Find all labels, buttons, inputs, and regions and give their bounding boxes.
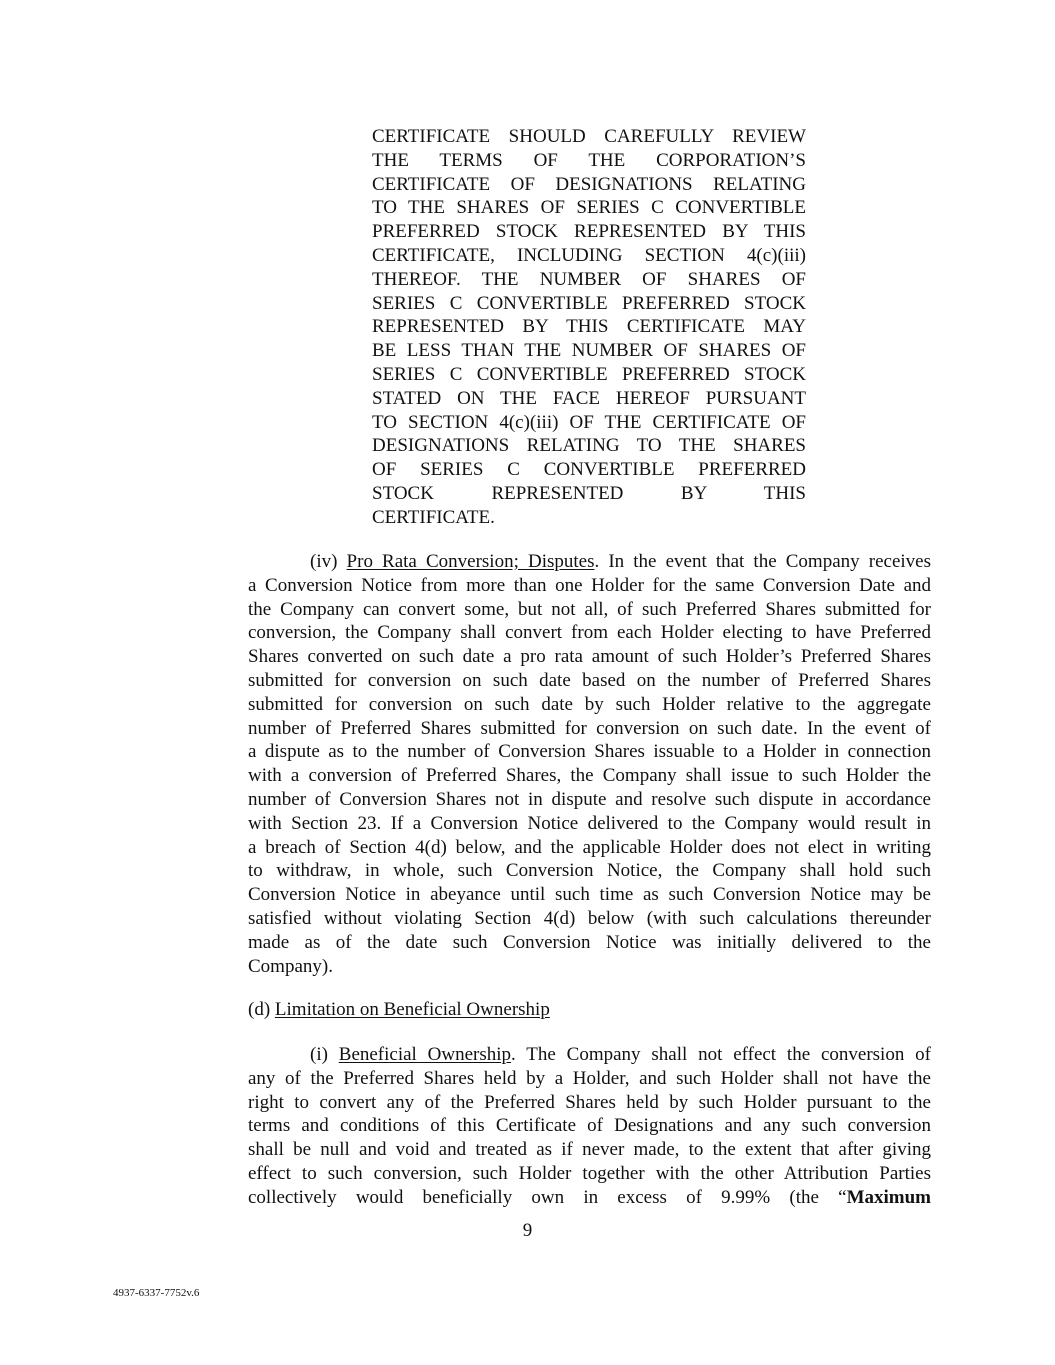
paragraph-line: conversion, the Company shall convert from each Holder electing to have Preferred <box>248 622 931 644</box>
paragraph-line: with Section 23. If a Conversion Notice delivered to the Company would result in <box>248 812 931 834</box>
section-d-heading-line <box>248 998 931 1022</box>
section-i-last-line <box>248 1186 931 1210</box>
paragraph-line: to withdraw, in whole, such Conversion Notice, the Company shall hold such <box>248 860 931 882</box>
legend-line: THEREOF. THE NUMBER OF SHARES OF <box>372 268 806 290</box>
section-i-first-line <box>248 1043 931 1067</box>
paragraph-line: Conversion Notice in abeyance until such time as such Conversion Notice may be <box>248 884 931 906</box>
section-i-paragraph <box>248 1043 931 1210</box>
section-i-prefix: (i) <box>310 1044 339 1065</box>
paragraph-line: a dispute as to the number of Conversion Shares issuable to a Holder in connection <box>248 741 931 763</box>
legend-line: CERTIFICATE OF DESIGNATIONS RELATING <box>372 173 806 195</box>
legend-line: SERIES C CONVERTIBLE PREFERRED STOCK <box>372 292 806 314</box>
section-d-heading: Limitation on Beneficial Ownership <box>274 999 550 1020</box>
legend-line: BE LESS THAN THE NUMBER OF SHARES OF <box>372 340 806 362</box>
legend-line: SERIES C CONVERTIBLE PREFERRED STOCK <box>372 363 806 385</box>
legend-line: STATED ON THE FACE HEREOF PURSUANT <box>372 387 806 409</box>
paragraph-line: submitted for conversion on such date by such Holder relative to the aggregate <box>248 693 931 715</box>
paragraph-line: number of Preferred Shares submitted for conversion on such date. In the event of <box>248 717 931 739</box>
paragraph-line: with a conversion of Preferred Shares, the Company shall issue to such Holder the <box>248 765 931 787</box>
document-id: 4937-6337-7752v.6 <box>113 1287 200 1299</box>
paragraph-line: made as of the date such Conversion Notice was initially delivered to the <box>248 931 931 953</box>
paragraph-line: terms and conditions of this Certificate of Designations and any such conversion <box>248 1115 931 1137</box>
legend-line: CERTIFICATE SHOULD CAREFULLY REVIEW <box>372 126 806 147</box>
section-i-heading: Beneficial Ownership <box>338 1044 512 1065</box>
paragraph-line: shall be null and void and treated as if never made, to the extent that after giving <box>248 1139 931 1161</box>
paragraph-line: any of the Preferred Shares held by a Holder, and such Holder shall not have the <box>248 1067 931 1089</box>
legend-block <box>372 125 806 530</box>
section-iv-prefix: (iv) <box>310 551 347 572</box>
paragraph-line: a Conversion Notice from more than one Holder for the same Conversion Date and <box>248 574 931 596</box>
legend-line: REPRESENTED BY THIS CERTIFICATE MAY <box>372 316 806 338</box>
legend-line: CERTIFICATE. <box>372 506 495 528</box>
paragraph-line: right to convert any of the Preferred Shares held by such Holder pursuant to the <box>248 1091 931 1113</box>
section-i-first-line-text: . The Company shall not effect the conversion of <box>511 1044 931 1065</box>
legend-line: TO THE SHARES OF SERIES C CONVERTIBLE <box>372 197 806 219</box>
legend-line: PREFERRED STOCK REPRESENTED BY THIS <box>372 221 806 243</box>
section-iv-first-line <box>248 550 931 574</box>
page-number: 9 <box>522 1220 533 1241</box>
paragraph-line: a breach of Section 4(d) below, and the applicable Holder does not elect in writing <box>248 836 931 858</box>
legend-line: DESIGNATIONS RELATING TO THE SHARES <box>372 435 806 457</box>
legend-line: THE TERMS OF THE CORPORATION’S <box>372 149 806 171</box>
section-iv-heading: Pro Rata Conversion; Disputes <box>346 551 595 572</box>
section-d-prefix: (d) <box>248 999 275 1020</box>
legend-line: CERTIFICATE, INCLUDING SECTION 4(c)(iii) <box>372 244 806 266</box>
paragraph-line: Company). <box>248 955 333 977</box>
legend-line: STOCK REPRESENTED BY THIS <box>372 482 806 504</box>
paragraph-line: the Company can convert some, but not all, of such Preferred Shares submitted for <box>248 598 931 620</box>
section-iv-paragraph <box>248 550 931 978</box>
paragraph-line: effect to such conversion, such Holder together with the other Attribution Parties <box>248 1162 931 1184</box>
legend-line: TO SECTION 4(c)(iii) OF THE CERTIFICATE OF <box>372 411 806 433</box>
legend-line: OF SERIES C CONVERTIBLE PREFERRED <box>372 459 806 481</box>
section-iv-first-line-text: . In the event that the Company receives <box>594 551 931 572</box>
paragraph-line: number of Conversion Shares not in dispute and resolve such dispute in accordance <box>248 788 931 810</box>
paragraph-line: satisfied without violating Section 4(d) below (with such calculations thereunder <box>248 907 931 929</box>
section-i-last-line-text: collectively would beneficially own in excess of 9.99% (the “ <box>248 1186 847 1208</box>
defined-term-maximum: Maximum <box>846 1186 931 1208</box>
paragraph-line: submitted for conversion on such date based on the number of Preferred Shares <box>248 669 931 691</box>
paragraph-line: Shares converted on such date a pro rata amount of such Holder’s Preferred Shares <box>248 646 931 668</box>
